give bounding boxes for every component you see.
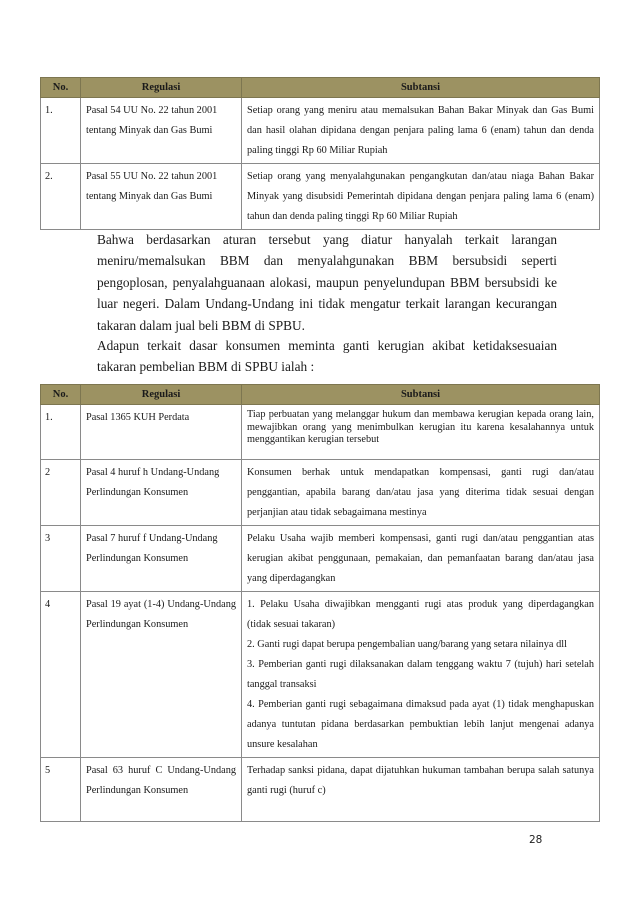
row-regulasi: Pasal 54 UU No. 22 tahun 2001 tentang Minyak dan Gas Bumi — [81, 98, 242, 164]
table-header-row — [41, 78, 600, 98]
subtansi-item: 4. Pemberian ganti rugi sebagaimana dimaksud pada ayat (1) tidak menghapuskan adanya tuntutan pidana berdasarkan pembuktian lebih lanjut mengenai adanya unsure kesalahan — [247, 699, 594, 750]
table-row — [41, 526, 600, 592]
row-number: 4 — [41, 592, 81, 758]
row-regulasi: Pasal 63 huruf C Undang-Undang Perlindungan Konsumen — [81, 758, 242, 822]
header-no: No. — [41, 78, 81, 98]
table-row — [41, 592, 600, 758]
page-number: 28 — [529, 834, 543, 846]
subtansi-item: Konsumen berhak untuk mendapatkan kompensasi, ganti rugi dan/atau penggantian, apabila barang dan/atau jasa yang diterima tidak sesuai dengan perjanjian atau tidak sebagaimana mestinya — [247, 467, 594, 518]
row-number: 5 — [41, 758, 81, 822]
row-regulasi: Pasal 4 huruf h Undang-Undang Perlindungan Konsumen — [81, 460, 242, 526]
subtansi-item: 2. Ganti rugi dapat berupa pengembalian uang/barang yang setara nilainya dll — [247, 639, 567, 650]
table-row — [41, 405, 600, 460]
regulation-table-1 — [40, 77, 600, 230]
table-header-row — [41, 385, 600, 405]
table-row — [41, 164, 600, 230]
row-subtansi: Setiap orang yang meniru atau memalsukan Bahan Bakar Minyak dan Gas Bumi dan hasil olahan dipidana dengan penjara paling lama 6 (enam) tahun dan denda paling tinggi Rp 60 Miliar Rupiah — [242, 98, 600, 164]
row-subtansi — [242, 526, 600, 592]
table-row — [41, 98, 600, 164]
row-regulasi: Pasal 55 UU No. 22 tahun 2001 tentang Minyak dan Gas Bumi — [81, 164, 242, 230]
row-subtansi — [242, 592, 600, 758]
table-row — [41, 460, 600, 526]
subtansi-item: 1. Pelaku Usaha diwajibkan mengganti rugi atas produk yang diperdagangkan (tidak sesuai takaran) — [247, 599, 594, 630]
row-subtansi — [242, 405, 600, 460]
table-row — [41, 758, 600, 822]
subtansi-item: Terhadap sanksi pidana, dapat dijatuhkan hukuman tambahan berupa salah satunya ganti rugi (huruf c) — [247, 765, 594, 796]
row-number: 3 — [41, 526, 81, 592]
row-number: 1. — [41, 405, 81, 460]
regulation-table-2 — [40, 384, 600, 822]
row-number: 2. — [41, 164, 81, 230]
header-subtansi: Subtansi — [242, 78, 600, 98]
row-number: 1. — [41, 98, 81, 164]
header-subtansi: Subtansi — [242, 385, 600, 405]
row-regulasi: Pasal 1365 KUH Perdata — [81, 405, 242, 460]
body-paragraph: Adapun terkait dasar konsumen meminta ganti kerugian akibat ketidaksesuaian takaran pembelian BBM di SPBU ialah : — [97, 338, 557, 375]
row-regulasi: Pasal 19 ayat (1-4) Undang-Undang Perlindungan Konsumen — [81, 592, 242, 758]
row-subtansi — [242, 758, 600, 822]
header-regulasi: Regulasi — [81, 78, 242, 98]
row-number: 2 — [41, 460, 81, 526]
subtansi-item: 3. Pemberian ganti rugi dilaksanakan dalam tenggang waktu 7 (tujuh) hari setelah tanggal transaksi — [247, 659, 594, 690]
subtansi-item: Tiap perbuatan yang melanggar hukum dan membawa kerugian kepada orang lain, mewajibkan orang yang menimbulkan kerugian itu karena kesalahannya untuk menggantikan kerugian tersebut — [247, 409, 594, 445]
row-subtansi — [242, 460, 600, 526]
row-subtansi: Setiap orang yang menyalahgunakan pengangkutan dan/atau niaga Bahan Bakar Minyak yang disubsidi Pemerintah dipidana dengan penjara paling lama 6 (enam) tahun dan denda paling tinggi Rp 60 Miliar Rupiah — [242, 164, 600, 230]
row-regulasi: Pasal 7 huruf f Undang-Undang Perlindungan Konsumen — [81, 526, 242, 592]
subtansi-item: Pelaku Usaha wajib memberi kompensasi, ganti rugi dan/atau penggantian atas kerugian akibat penggunaan, pemakaian, dan pemanfaatan barang dan/atau jasa yang diperdagangkan — [247, 533, 594, 584]
header-no: No. — [41, 385, 81, 405]
body-paragraph: Bahwa berdasarkan aturan tersebut yang diatur hanyalah terkait larangan meniru/memalsukan BBM dan menyalahgunakan BBM bersubsidi seperti pengoplosan, penyalahguanaan alokasi, maupun penyelundupan BBM bersubsidi ke luar negeri. Dalam Undang-Undang ini tidak mengatur terkait larangan kecurangan takaran dalam jual beli BBM di SPBU. — [97, 232, 557, 333]
header-regulasi: Regulasi — [81, 385, 242, 405]
